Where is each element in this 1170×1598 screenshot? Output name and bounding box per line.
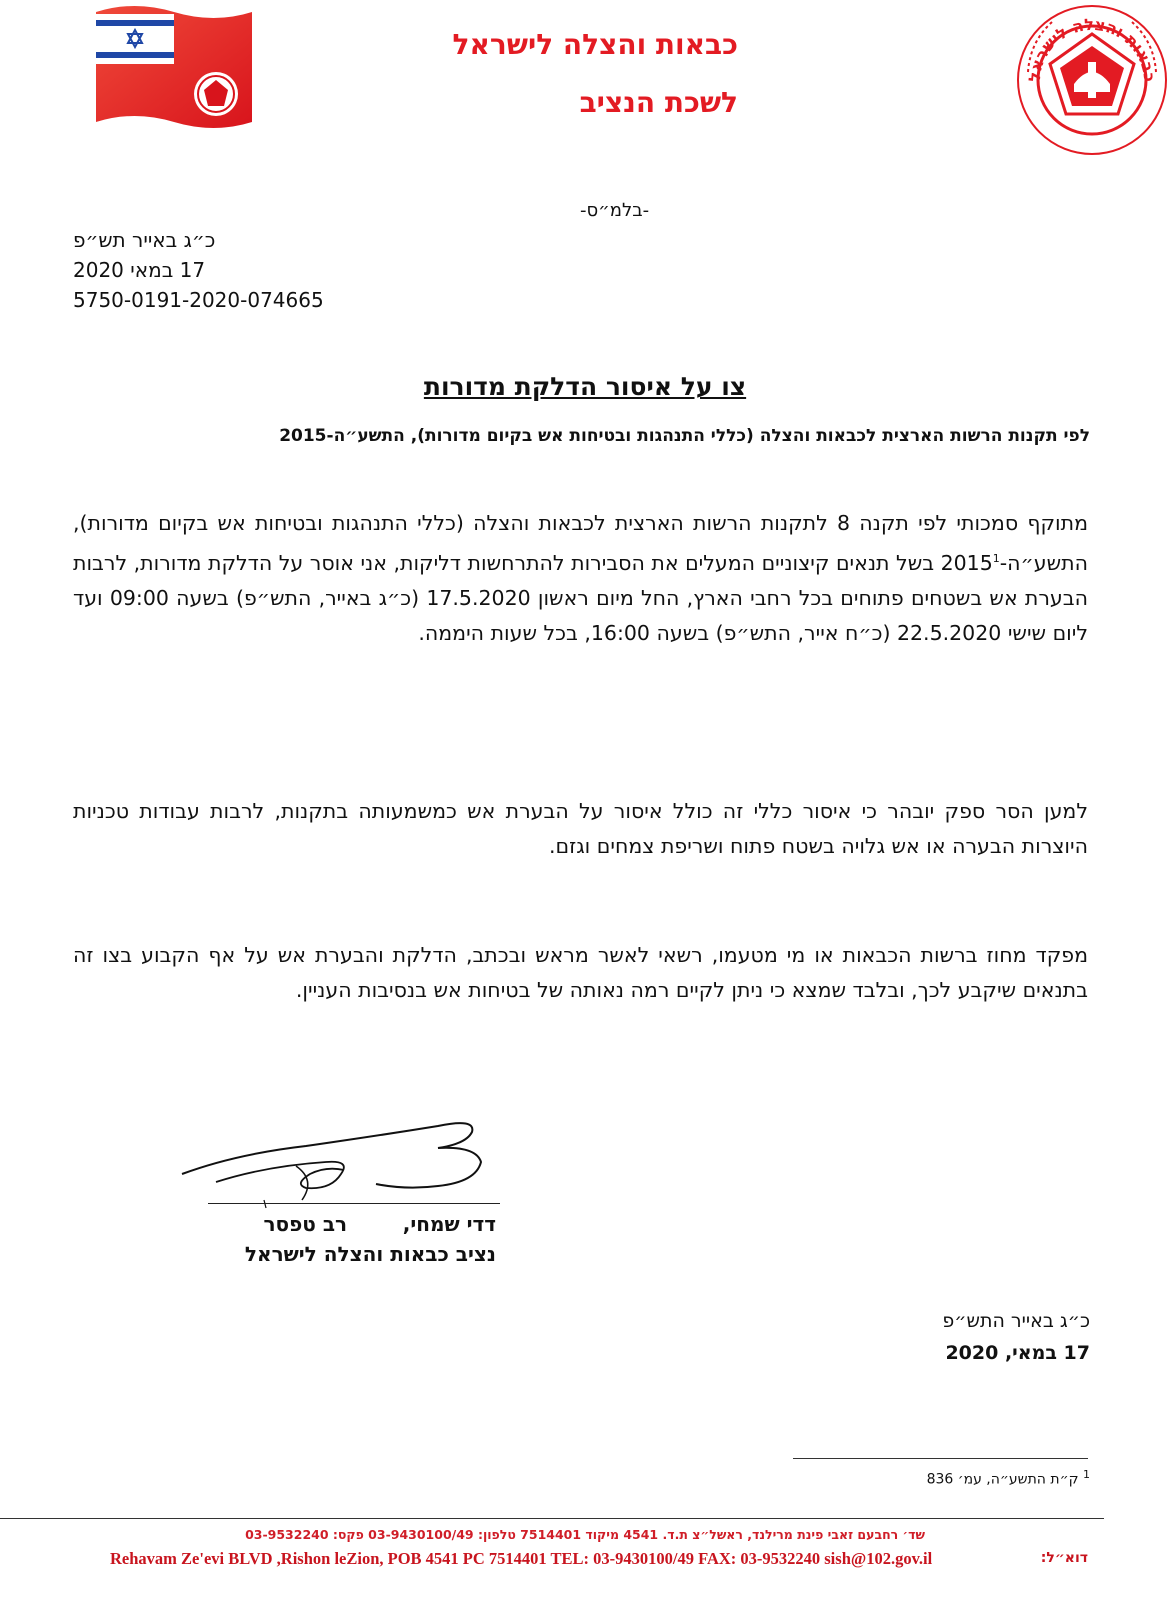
signer-name: דדי שמחי, רב טפסר <box>263 1212 496 1236</box>
signer-title: נציב כבאות והצלה לישראל <box>244 1242 496 1266</box>
footnote-text: ק״ת התשע״ה, עמ׳ 836 <box>926 1471 1083 1488</box>
footnote-divider <box>793 1458 1088 1459</box>
footer-email-label: דוא״ל: <box>1040 1550 1088 1566</box>
hebrew-date: כ״ג באייר תש״פ <box>73 228 216 252</box>
organization-name: כבאות והצלה לישראל <box>452 28 738 61</box>
order-paragraph-1 <box>73 506 1088 651</box>
document-title: צו על איסור הדלקת מדורות <box>423 372 747 401</box>
signature-line <box>208 1203 500 1204</box>
footnote-ref: 1 <box>992 552 1000 565</box>
order-paragraph-2: למען הסר ספק יובהר כי איסור כללי זה כולל איסור על הבערת אש כמשמעותה בתקנות, לרבות עבודות טכניות היוצרות הבערה או אש גלויה בשטח פתוח ושריפת צמחים וגזם. <box>73 799 1088 858</box>
footnote <box>927 1468 1090 1488</box>
gregorian-date: 17 במאי 2020 <box>73 258 206 282</box>
footer-english-address: Rehavam Ze'evi BLVD ,Rishon leZion, POB 4541 PC 7514401 TEL: 03-9430100/49 FAX: 03-9532240 sish@102.gov.il <box>110 1549 933 1568</box>
footer-hebrew-address: שד׳ רחבעם זאבי פינת מרילנד, ראשל״צ ת.ד. 4541 מיקוד 7514401 טלפון: 03-9430100/49 פקס: 03-9532240 <box>245 1527 925 1542</box>
footnote-number: 1 <box>1083 1468 1090 1481</box>
closing-hebrew-date: כ״ג באייר התש״פ <box>942 1310 1090 1332</box>
handwritten-signature <box>176 1104 506 1216</box>
classification-mark: -בלמ״ס- <box>580 200 650 221</box>
israel-fire-flag-logo <box>94 4 254 134</box>
footer-contact-row <box>110 1549 1088 1573</box>
closing-gregorian-date: 17 במאי, 2020 <box>945 1342 1090 1364</box>
emblem-text: כבאות והצלה לישראל <box>1024 14 1160 83</box>
fire-rescue-emblem <box>1012 2 1170 157</box>
order-paragraph-1-part-b: בשל תנאים קיצוניים המעלים את הסבירות להתרחשות דליקות, אני אוסר על הדלקת מדורות, לרבות הבערת אש בשטחים פתוחים בכל רחבי הארץ, החל מיום ראשון 17.5.2020 (כ״ג באייר, התש״פ) בשעה 09:00 ועד ליום שישי 22.5.2020 (כ״ח אייר, התש״פ) בשעה 16:00, בכל שעות היממה. <box>72 550 1088 645</box>
footer-divider <box>0 1518 1104 1519</box>
office-name: לשכת הנציב <box>579 86 738 119</box>
order-paragraph-1-part-a: מתוקף סמכותי לפי תקנה 8 לתקנות הרשות הארצית לכבאות והצלה (כללי התנהגות ובטיחות אש בקיום מדורות), התשע״ה-2015 <box>73 511 1089 575</box>
document-subtitle: לפי תקנות הרשות הארצית לכבאות והצלה (כללי התנהגות ובטיחות אש בקיום מדורות), התשע״ה-2015 <box>279 426 1090 446</box>
order-paragraph-3: מפקד מחוז ברשות הכבאות או מי מטעמו, רשאי לאשר מראש ובכתב, הדלקת והבערת אש על אף הקבוע בצו זה בתנאים שיקבע לכך, ובלבד שמצא כי ניתן לקיים רמה נאותה של בטיחות אש בנסיבות העניין. <box>73 943 1088 1002</box>
reference-number: 5750-0191-2020-074665 <box>73 288 324 312</box>
